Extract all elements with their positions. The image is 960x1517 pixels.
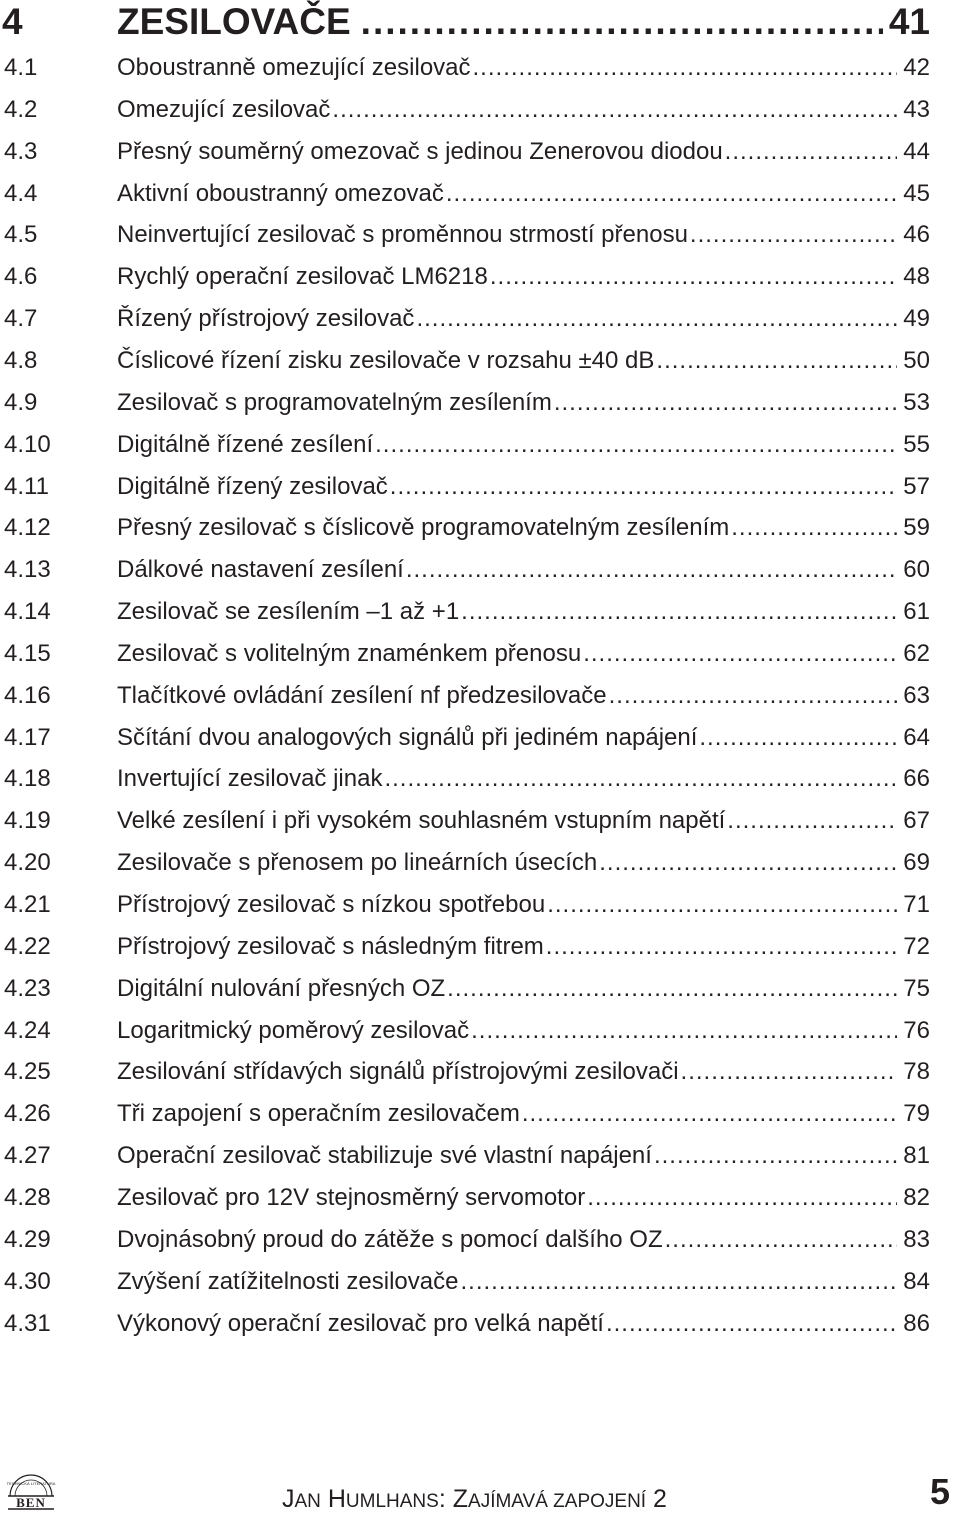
entry-number: 4.2 (4, 95, 38, 123)
dot-leader (416, 300, 897, 338)
entry-title: Invertující zesilovač jinak (117, 765, 383, 793)
entry-number: 4.17 (4, 723, 51, 751)
entry-page: 69 (903, 849, 930, 877)
entry-number: 4.4 (4, 179, 38, 207)
entry-body (117, 593, 930, 631)
entry-page: 59 (903, 514, 930, 542)
entry-number: 4.7 (4, 305, 38, 333)
entry-body (117, 970, 930, 1008)
chapter-page: 41 (888, 1, 930, 42)
entry-page: 44 (903, 137, 930, 165)
entry-page: 50 (903, 346, 930, 374)
toc-entry (0, 91, 930, 129)
entry-number: 4.26 (4, 1100, 51, 1128)
footer-colon: : (438, 1485, 446, 1513)
entry-page: 43 (903, 95, 930, 123)
toc-entry (0, 426, 930, 464)
dot-leader (406, 551, 897, 589)
entry-page: 48 (903, 263, 930, 291)
dot-leader (727, 802, 897, 840)
chapter-number: 4 (2, 1, 23, 42)
dot-leader (583, 635, 897, 673)
toc-entry (0, 970, 930, 1008)
entry-number: 4.19 (4, 807, 51, 835)
toc-entry (0, 1137, 930, 1175)
toc-entry (0, 1305, 930, 1343)
entry-title: Rychlý operační zesilovač LM6218 (117, 263, 488, 291)
dot-leader (522, 1095, 897, 1133)
entry-body (117, 551, 930, 589)
entry-body (117, 886, 930, 924)
entry-page: 64 (903, 723, 930, 751)
dot-leader (375, 426, 897, 464)
toc-entry (0, 258, 930, 296)
dot-leader (587, 1179, 897, 1217)
entry-number: 4.14 (4, 598, 51, 626)
page-number: 5 (930, 1471, 951, 1512)
entry-title: Přístrojový zesilovač s následným fitrem (117, 932, 544, 960)
book-initial: Z (452, 1485, 469, 1513)
book-rest: AJÍMAVÁ ZAPOJENÍ (468, 1491, 647, 1512)
entry-page: 63 (903, 681, 930, 709)
toc-entry (0, 216, 930, 254)
toc-entry (0, 342, 930, 380)
toc-entry (0, 1179, 930, 1217)
entry-number: 4.5 (4, 221, 38, 249)
dot-leader (460, 1263, 897, 1301)
dot-leader (461, 593, 897, 631)
entry-page: 76 (903, 1016, 930, 1044)
entry-number: 4.20 (4, 849, 51, 877)
entry-body (117, 1053, 930, 1091)
toc-entry (0, 844, 930, 882)
toc-entry (0, 593, 930, 631)
dot-leader (654, 1137, 897, 1175)
ben-logo-ring-text: TECHNICKÁ LITERATURA (6, 1481, 56, 1486)
toc-entry (0, 635, 930, 673)
entry-body (117, 635, 930, 673)
entry-number: 4.6 (4, 263, 38, 291)
dot-leader (471, 1012, 897, 1050)
entry-title: Zesilování střídavých signálů přístrojovými zesilovači (117, 1058, 679, 1086)
toc-entry (0, 886, 930, 924)
entry-title: Zesilovač se zesílením –1 až +1 (117, 598, 460, 626)
entry-number: 4.13 (4, 556, 51, 584)
toc-entry (0, 760, 930, 798)
dot-leader (690, 216, 897, 254)
dot-leader (446, 175, 897, 213)
entry-page: 57 (903, 472, 930, 500)
entry-title: Dvojnásobný proud do zátěže s pomocí dalšího OZ (117, 1225, 663, 1253)
entry-body (117, 844, 930, 882)
entry-number: 4.22 (4, 932, 51, 960)
toc-entry (0, 468, 930, 506)
entry-body (117, 342, 930, 380)
entry-page: 46 (903, 221, 930, 249)
entry-body (117, 1305, 930, 1343)
entry-page: 71 (903, 891, 930, 918)
entry-number: 4.24 (4, 1016, 51, 1044)
entry-body (117, 133, 930, 171)
entry-number: 4.8 (4, 346, 38, 374)
entry-body (117, 760, 930, 798)
entry-title: Digitálně řízený zesilovač (117, 472, 388, 500)
entry-page: 81 (903, 1142, 930, 1170)
footer-book-title (282, 1484, 667, 1517)
entry-title: Výkonový operační zesilovač pro velká napětí (117, 1309, 604, 1337)
dot-leader (731, 509, 897, 547)
entry-body (117, 468, 930, 506)
dot-leader (554, 384, 897, 422)
entry-title: Číslicové řízení zisku zesilovače v rozsahu ±40 dB (117, 346, 655, 374)
entry-number: 4.31 (4, 1309, 51, 1337)
entry-number: 4.12 (4, 514, 51, 542)
dot-leader (599, 844, 897, 882)
entry-title: Omezující zesilovač (117, 95, 331, 123)
dot-leader (681, 1053, 898, 1091)
entry-number: 4.15 (4, 639, 51, 667)
entry-page: 84 (903, 1267, 930, 1295)
entry-body (117, 677, 930, 715)
toc-entry (0, 175, 930, 213)
entry-page: 55 (903, 430, 930, 458)
entry-title: Digitální nulování přesných OZ (117, 974, 446, 1002)
entry-page: 75 (903, 974, 930, 1002)
dot-leader (390, 468, 898, 506)
entry-body (117, 216, 930, 254)
dot-leader (656, 342, 897, 380)
dot-leader (725, 133, 898, 171)
entry-body (117, 928, 930, 966)
toc-entry (0, 509, 930, 547)
entry-page: 78 (903, 1058, 930, 1086)
entry-number: 4.16 (4, 681, 51, 709)
dot-leader (447, 970, 897, 1008)
toc-entry (0, 1221, 930, 1259)
toc-entry (0, 49, 930, 87)
entry-number: 4.21 (4, 891, 51, 918)
entry-body (117, 719, 930, 757)
toc-entry (0, 1095, 930, 1133)
entry-title: Řízený přístrojový zesilovač (117, 305, 415, 333)
entry-body (117, 384, 930, 422)
entry-page: 45 (903, 179, 930, 207)
book-number: 2 (653, 1485, 667, 1513)
entry-title: Přesný souměrný omezovač s jedinou Zenerovou diodou (117, 137, 723, 165)
entry-body (117, 258, 930, 296)
dot-leader (699, 719, 897, 757)
toc-entry (0, 928, 930, 966)
entry-title: Logaritmický poměrový zesilovač (117, 1016, 470, 1044)
entry-body (117, 1095, 930, 1133)
entry-number: 4.30 (4, 1267, 51, 1295)
dot-leader (361, 0, 883, 44)
dot-leader (546, 928, 898, 966)
entry-page: 53 (903, 388, 930, 416)
entry-title: Digitálně řízené zesílení (117, 430, 374, 458)
ben-logo-text: BEN (16, 1495, 46, 1510)
entry-page: 60 (903, 556, 930, 584)
entry-number: 4.3 (4, 137, 38, 165)
toc-entry (0, 1263, 930, 1301)
entry-body (117, 91, 930, 129)
entry-number: 4.23 (4, 974, 51, 1002)
entry-title: Tři zapojení s operačním zesilovačem (117, 1100, 520, 1128)
entry-body (117, 1221, 930, 1259)
entry-title: Oboustranně omezující zesilovač (117, 54, 471, 81)
entry-page: 49 (903, 305, 930, 333)
dot-leader (490, 258, 897, 296)
entry-page: 86 (903, 1309, 930, 1337)
entry-number: 4.28 (4, 1183, 51, 1211)
entry-number: 4.27 (4, 1142, 51, 1170)
entry-body (117, 802, 930, 840)
chapter-heading (0, 0, 930, 44)
entry-body (117, 49, 930, 87)
entry-title: Zesilovač s volitelným znaménkem přenosu (117, 639, 582, 667)
entry-body (117, 1179, 930, 1217)
entry-title: Velké zesílení i při vysokém souhlasném vstupním napětí (117, 807, 726, 835)
toc-entry (0, 133, 930, 171)
chapter-title: ZESILOVAČE (117, 1, 351, 42)
toc-entry (0, 1012, 930, 1050)
entry-page: 61 (903, 598, 930, 626)
author-last-rest: UMLHANS (345, 1491, 439, 1512)
entry-number: 4.10 (4, 430, 51, 458)
dot-leader (606, 1305, 897, 1343)
entry-body (117, 175, 930, 213)
entry-title: Zesilovač s programovatelným zesílením (117, 388, 552, 416)
entry-number: 4.25 (4, 1058, 51, 1086)
entry-body (117, 426, 930, 464)
toc-entry (0, 1053, 930, 1091)
toc-entry (0, 384, 930, 422)
dot-leader (547, 886, 897, 924)
dot-leader (665, 1221, 898, 1259)
entry-title: Aktivní oboustranný omezovač (117, 179, 444, 207)
dot-leader (384, 760, 897, 798)
entry-body (117, 509, 930, 547)
toc-entry (0, 551, 930, 589)
entry-title: Neinvertující zesilovač s proměnnou strmostí přenosu (117, 221, 688, 249)
entry-body (117, 1263, 930, 1301)
ben-logo-icon (6, 1472, 56, 1510)
entry-title: Přesný zesilovač s číslicově programovatelným zesílením (117, 514, 730, 542)
entry-body (117, 1137, 930, 1175)
dot-leader (609, 677, 898, 715)
entry-page: 67 (903, 807, 930, 835)
entry-page: 62 (903, 639, 930, 667)
entry-page: 79 (903, 1100, 930, 1128)
entry-number: 4.1 (4, 54, 38, 81)
toc-entry (0, 677, 930, 715)
toc-entry (0, 802, 930, 840)
author-first-rest: AN (294, 1491, 321, 1512)
author-first-initial: J (282, 1485, 295, 1513)
entry-title: Přístrojový zesilovač s nízkou spotřebou (117, 891, 546, 918)
entry-page: 66 (903, 765, 930, 793)
entry-body (117, 1012, 930, 1050)
entry-title: Zesilovač pro 12V stejnosměrný servomotor (117, 1183, 586, 1211)
dot-leader (473, 49, 898, 87)
entry-page: 82 (903, 1183, 930, 1211)
entry-title: Sčítání dvou analogových signálů při jediném napájení (117, 723, 698, 751)
toc-entry (0, 719, 930, 757)
entry-title: Operační zesilovač stabilizuje své vlastní napájení (117, 1142, 652, 1170)
entry-page: 72 (903, 932, 930, 960)
dot-leader (332, 91, 897, 129)
entry-page: 83 (903, 1225, 930, 1253)
entry-number: 4.11 (4, 472, 49, 500)
chapter-entry (117, 0, 930, 44)
ben-logo (6, 1472, 56, 1510)
entry-body (117, 300, 930, 338)
entry-number: 4.18 (4, 765, 51, 793)
entry-page: 42 (903, 54, 930, 81)
entry-number: 4.29 (4, 1225, 51, 1253)
entry-title: Zvýšení zatížitelnosti zesilovače (117, 1267, 459, 1295)
entry-title: Dálkové nastavení zesílení (117, 556, 404, 584)
entry-title: Zesilovače s přenosem po lineárních úsecích (117, 849, 598, 877)
entry-title: Tlačítkové ovládání zesílení nf předzesilovače (117, 681, 607, 709)
toc-entry (0, 300, 930, 338)
author-last-initial: H (327, 1485, 346, 1513)
entry-number: 4.9 (4, 388, 38, 416)
